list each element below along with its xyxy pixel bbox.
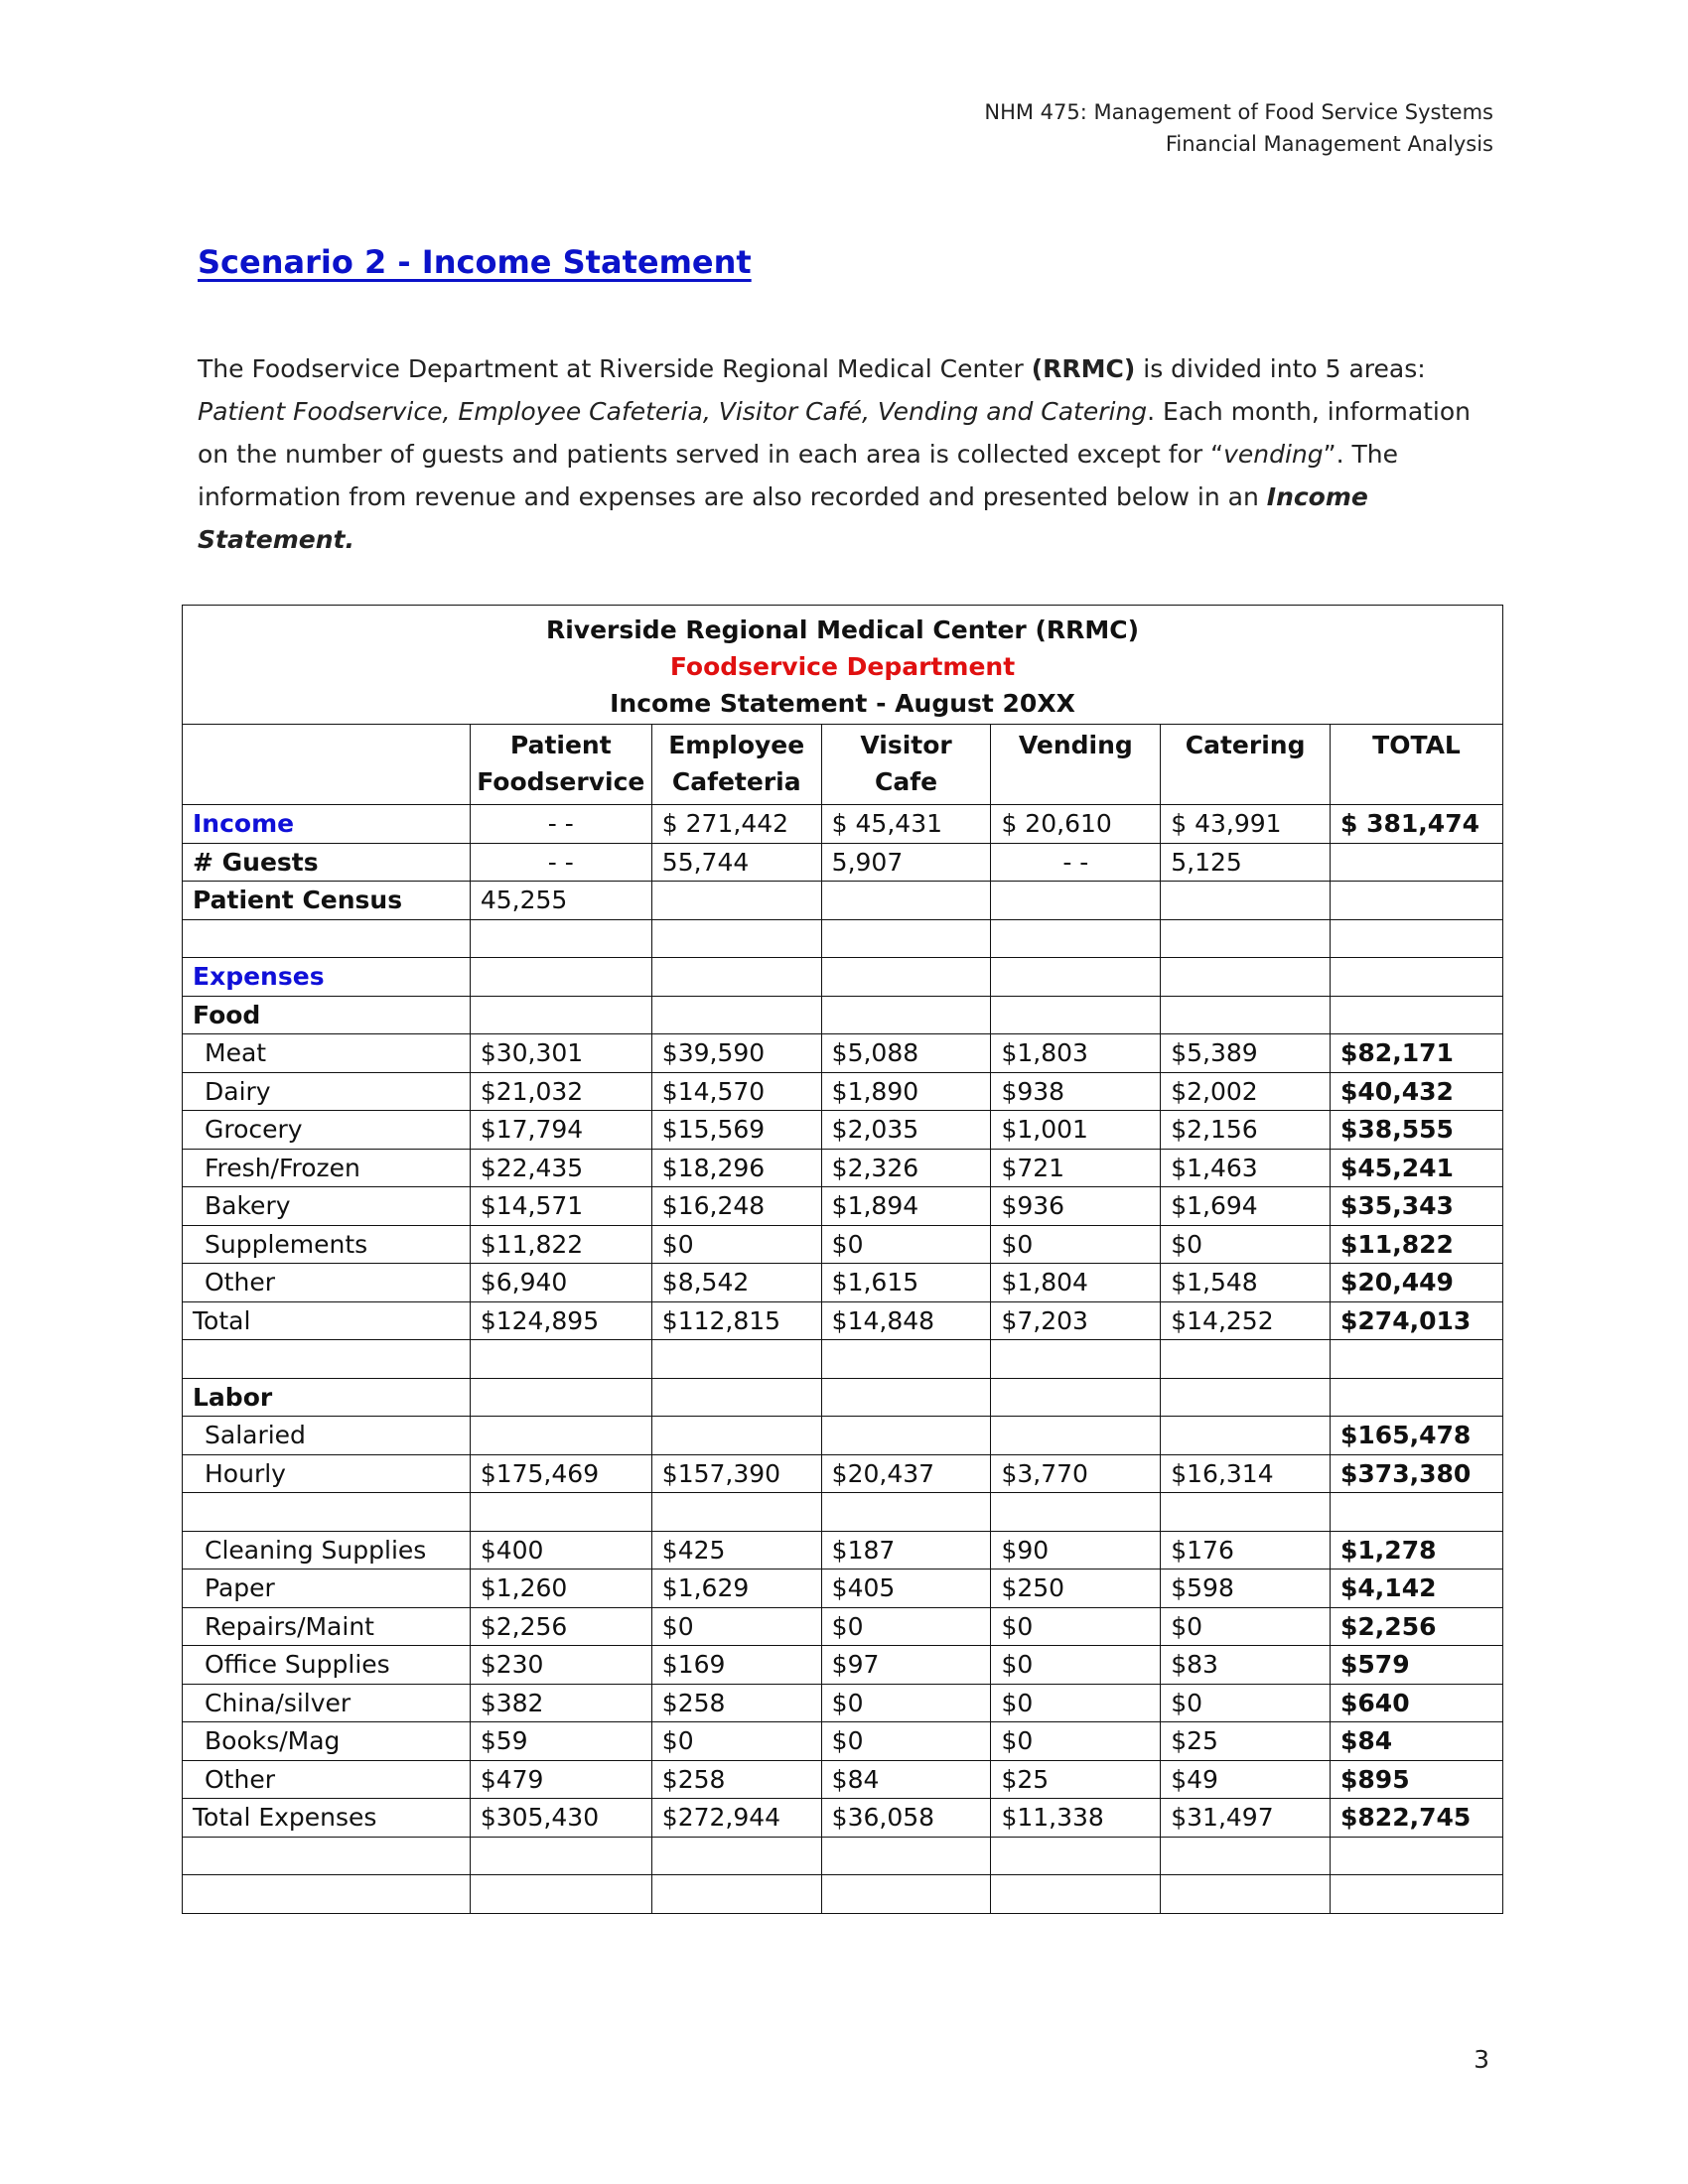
- column-header-row: [183, 725, 1503, 805]
- value-cell: $0: [821, 1225, 991, 1264]
- value-cell: [651, 958, 821, 997]
- column-header-line: Vending: [1018, 731, 1133, 759]
- value-cell: $20,437: [821, 1454, 991, 1493]
- caption-department: Foodservice Department: [669, 652, 1016, 681]
- value-cell: [821, 958, 991, 997]
- value-cell: $7,203: [991, 1301, 1161, 1340]
- row-label: Paper: [183, 1570, 471, 1608]
- value-cell: $97: [821, 1646, 991, 1685]
- food-row: [183, 1149, 1503, 1187]
- page-number: 3: [1474, 2045, 1489, 2074]
- intro-text: The Foodservice Department at Riverside Regional Medical Center: [198, 354, 1032, 383]
- expense-row: [183, 1607, 1503, 1646]
- column-header: [991, 725, 1161, 805]
- value-cell: $165,478: [1331, 1417, 1503, 1455]
- value-cell: $ 381,474: [1331, 805, 1503, 844]
- value-cell: [470, 1378, 651, 1417]
- value-cell: $17,794: [470, 1111, 651, 1150]
- value-cell: $2,002: [1161, 1072, 1331, 1111]
- value-cell: $479: [470, 1760, 651, 1799]
- column-header-line: Cafe: [875, 767, 938, 796]
- food-row: [183, 1072, 1503, 1111]
- value-cell: $1,260: [470, 1570, 651, 1608]
- value-cell: $82,171: [1331, 1034, 1503, 1073]
- value-cell: $11,822: [470, 1225, 651, 1264]
- value-cell: [1331, 996, 1503, 1034]
- value-cell: $ 20,610: [991, 805, 1161, 844]
- value-cell: $45,241: [1331, 1149, 1503, 1187]
- value-cell: $1,890: [821, 1072, 991, 1111]
- value-cell: $0: [821, 1607, 991, 1646]
- expense-row: [183, 1760, 1503, 1799]
- value-cell: $176: [1161, 1531, 1331, 1570]
- intro-areas: Patient Foodservice, Employee Cafeteria, Visitor Café, Vending and Catering: [198, 397, 1148, 426]
- value-cell: [1331, 843, 1503, 882]
- row-label: Total Expenses: [183, 1799, 471, 1838]
- blank-cell: [470, 1837, 651, 1875]
- caption-org: Riverside Regional Medical Center (RRMC): [545, 615, 1140, 644]
- food-row: [183, 1187, 1503, 1226]
- row-label: Hourly: [183, 1454, 471, 1493]
- header-blank-cell: [183, 725, 471, 805]
- blank-cell: [991, 1875, 1161, 1914]
- value-cell: $21,032: [470, 1072, 651, 1111]
- value-cell: $0: [1161, 1607, 1331, 1646]
- value-cell: $16,248: [651, 1187, 821, 1226]
- value-cell: $5,088: [821, 1034, 991, 1073]
- value-cell: $0: [1161, 1225, 1331, 1264]
- blank-cell: [821, 919, 991, 958]
- blank-row: [183, 1493, 1503, 1532]
- value-cell: $30,301: [470, 1034, 651, 1073]
- value-cell: $0: [991, 1722, 1161, 1761]
- value-cell: $822,745: [1331, 1799, 1503, 1838]
- row-label: # Guests: [183, 843, 471, 882]
- value-cell: $14,571: [470, 1187, 651, 1226]
- blank-cell: [1161, 919, 1331, 958]
- blank-cell: [821, 1340, 991, 1379]
- table-caption: [183, 606, 1503, 725]
- value-cell: $258: [651, 1760, 821, 1799]
- row-label: China/silver: [183, 1684, 471, 1722]
- blank-cell: [1161, 1340, 1331, 1379]
- value-cell: $187: [821, 1531, 991, 1570]
- column-header: [821, 725, 991, 805]
- blank-cell: [991, 919, 1161, 958]
- labor-row: [183, 1417, 1503, 1455]
- food-row: [183, 1264, 1503, 1302]
- value-cell: [821, 1417, 991, 1455]
- row-label: Cleaning Supplies: [183, 1531, 471, 1570]
- value-cell: - -: [470, 843, 651, 882]
- food-heading-row: [183, 996, 1503, 1034]
- value-cell: $1,001: [991, 1111, 1161, 1150]
- value-cell: $721: [991, 1149, 1161, 1187]
- value-cell: [821, 882, 991, 920]
- value-cell: $895: [1331, 1760, 1503, 1799]
- value-cell: [991, 1417, 1161, 1455]
- value-cell: $2,035: [821, 1111, 991, 1150]
- value-cell: [1161, 996, 1331, 1034]
- value-cell: [991, 958, 1161, 997]
- value-cell: $425: [651, 1531, 821, 1570]
- value-cell: $230: [470, 1646, 651, 1685]
- value-cell: $2,256: [1331, 1607, 1503, 1646]
- value-cell: [991, 996, 1161, 1034]
- column-header-line: TOTAL: [1372, 731, 1461, 759]
- value-cell: $1,804: [991, 1264, 1161, 1302]
- blank-cell: [991, 1493, 1161, 1532]
- value-cell: $14,570: [651, 1072, 821, 1111]
- value-cell: $ 43,991: [1161, 805, 1331, 844]
- value-cell: $382: [470, 1684, 651, 1722]
- blank-cell: [651, 1340, 821, 1379]
- value-cell: $36,058: [821, 1799, 991, 1838]
- expense-row: [183, 1570, 1503, 1608]
- row-label: Patient Census: [183, 882, 471, 920]
- value-cell: $1,463: [1161, 1149, 1331, 1187]
- value-cell: $5,389: [1161, 1034, 1331, 1073]
- row-label: Other: [183, 1760, 471, 1799]
- value-cell: $938: [991, 1072, 1161, 1111]
- expense-row: [183, 1646, 1503, 1685]
- value-cell: 5,125: [1161, 843, 1331, 882]
- header-subtitle: Financial Management Analysis: [1165, 132, 1493, 156]
- page-header: [984, 96, 1493, 160]
- caption-period: Income Statement - August 20XX: [610, 689, 1075, 718]
- value-cell: [1161, 958, 1331, 997]
- blank-cell: [1331, 919, 1503, 958]
- blank-cell: [1161, 1493, 1331, 1532]
- row-label: Supplements: [183, 1225, 471, 1264]
- total-expenses-row: [183, 1799, 1503, 1838]
- value-cell: $16,314: [1161, 1454, 1331, 1493]
- value-cell: $0: [991, 1225, 1161, 1264]
- blank-cell: [821, 1837, 991, 1875]
- value-cell: [821, 996, 991, 1034]
- value-cell: $0: [821, 1722, 991, 1761]
- census-row: [183, 882, 1503, 920]
- blank-cell: [183, 1493, 471, 1532]
- value-cell: $25: [1161, 1722, 1331, 1761]
- value-cell: $22,435: [470, 1149, 651, 1187]
- value-cell: $1,894: [821, 1187, 991, 1226]
- value-cell: $272,944: [651, 1799, 821, 1838]
- value-cell: $2,256: [470, 1607, 651, 1646]
- value-cell: $83: [1161, 1646, 1331, 1685]
- value-cell: $49: [1161, 1760, 1331, 1799]
- column-header: [651, 725, 821, 805]
- labor-heading-row: [183, 1378, 1503, 1417]
- blank-cell: [991, 1837, 1161, 1875]
- row-label: Salaried: [183, 1417, 471, 1455]
- food-row: [183, 1111, 1503, 1150]
- value-cell: $14,848: [821, 1301, 991, 1340]
- value-cell: $112,815: [651, 1301, 821, 1340]
- value-cell: $39,590: [651, 1034, 821, 1073]
- value-cell: 55,744: [651, 843, 821, 882]
- value-cell: $0: [651, 1607, 821, 1646]
- column-header: [1331, 725, 1503, 805]
- blank-cell: [651, 919, 821, 958]
- row-label: Repairs/Maint: [183, 1607, 471, 1646]
- value-cell: $0: [991, 1684, 1161, 1722]
- blank-cell: [1331, 1875, 1503, 1914]
- column-header-line: Employee: [668, 731, 805, 759]
- value-cell: $11,822: [1331, 1225, 1503, 1264]
- value-cell: $1,629: [651, 1570, 821, 1608]
- value-cell: $1,548: [1161, 1264, 1331, 1302]
- value-cell: $35,343: [1331, 1187, 1503, 1226]
- value-cell: $90: [991, 1531, 1161, 1570]
- expense-row: [183, 1531, 1503, 1570]
- value-cell: [991, 882, 1161, 920]
- column-header-line: Foodservice: [477, 767, 645, 796]
- value-cell: $18,296: [651, 1149, 821, 1187]
- value-cell: $936: [991, 1187, 1161, 1226]
- row-label: Grocery: [183, 1111, 471, 1150]
- blank-cell: [1331, 1837, 1503, 1875]
- labor-row: [183, 1454, 1503, 1493]
- value-cell: $1,803: [991, 1034, 1161, 1073]
- blank-cell: [651, 1875, 821, 1914]
- value-cell: $169: [651, 1646, 821, 1685]
- value-cell: [470, 996, 651, 1034]
- food-row: [183, 1034, 1503, 1073]
- intro-vending: vending: [1223, 440, 1324, 469]
- blank-cell: [1161, 1837, 1331, 1875]
- value-cell: 45,255: [470, 882, 651, 920]
- value-cell: [651, 1378, 821, 1417]
- value-cell: $ 271,442: [651, 805, 821, 844]
- intro-text: ”. The information from revenue and expenses are also recorded and presented below in an: [198, 440, 1398, 511]
- blank-cell: [183, 1340, 471, 1379]
- guests-row: [183, 843, 1503, 882]
- value-cell: [470, 958, 651, 997]
- row-label: Income: [183, 805, 471, 844]
- value-cell: $84: [1331, 1722, 1503, 1761]
- value-cell: $59: [470, 1722, 651, 1761]
- expense-row: [183, 1684, 1503, 1722]
- intro-text: is divided into 5 areas:: [1135, 354, 1426, 383]
- blank-cell: [821, 1493, 991, 1532]
- value-cell: $157,390: [651, 1454, 821, 1493]
- value-cell: [1161, 882, 1331, 920]
- value-cell: $14,252: [1161, 1301, 1331, 1340]
- column-header: [470, 725, 651, 805]
- row-label: Dairy: [183, 1072, 471, 1111]
- value-cell: $0: [651, 1722, 821, 1761]
- row-label: Meat: [183, 1034, 471, 1073]
- value-cell: $31,497: [1161, 1799, 1331, 1838]
- header-course: NHM 475: Management of Food Service Systems: [984, 100, 1493, 124]
- value-cell: 5,907: [821, 843, 991, 882]
- value-cell: $25: [991, 1760, 1161, 1799]
- column-header-line: Catering: [1185, 731, 1306, 759]
- value-cell: - -: [470, 805, 651, 844]
- value-cell: $0: [821, 1684, 991, 1722]
- value-cell: $40,432: [1331, 1072, 1503, 1111]
- value-cell: $0: [991, 1646, 1161, 1685]
- value-cell: [1331, 882, 1503, 920]
- value-cell: $2,326: [821, 1149, 991, 1187]
- value-cell: $0: [651, 1225, 821, 1264]
- intro-income-statement: Income Statement.: [198, 482, 1368, 554]
- value-cell: $175,469: [470, 1454, 651, 1493]
- column-header-line: Cafeteria: [671, 767, 801, 796]
- income-row: [183, 805, 1503, 844]
- value-cell: $ 45,431: [821, 805, 991, 844]
- value-cell: $305,430: [470, 1799, 651, 1838]
- value-cell: [651, 996, 821, 1034]
- value-cell: $1,615: [821, 1264, 991, 1302]
- column-header: [1161, 725, 1331, 805]
- value-cell: $3,770: [991, 1454, 1161, 1493]
- value-cell: $405: [821, 1570, 991, 1608]
- value-cell: $640: [1331, 1684, 1503, 1722]
- blank-row: [183, 1340, 1503, 1379]
- blank-cell: [183, 1837, 471, 1875]
- value-cell: $0: [991, 1607, 1161, 1646]
- value-cell: [821, 1378, 991, 1417]
- blank-cell: [183, 1875, 471, 1914]
- row-label: Office Supplies: [183, 1646, 471, 1685]
- value-cell: [1161, 1378, 1331, 1417]
- blank-cell: [470, 919, 651, 958]
- table-body: [183, 725, 1503, 1914]
- blank-cell: [183, 919, 471, 958]
- page-title: Scenario 2 - Income Statement: [198, 243, 752, 281]
- blank-cell: [991, 1340, 1161, 1379]
- blank-cell: [651, 1493, 821, 1532]
- column-header-line: Patient: [509, 731, 612, 759]
- value-cell: $11,338: [991, 1799, 1161, 1838]
- blank-row: [183, 1875, 1503, 1914]
- food-row: [183, 1225, 1503, 1264]
- blank-cell: [1331, 1493, 1503, 1532]
- row-label: Labor: [183, 1378, 471, 1417]
- value-cell: [651, 1417, 821, 1455]
- value-cell: [1161, 1417, 1331, 1455]
- value-cell: [1331, 1378, 1503, 1417]
- value-cell: $15,569: [651, 1111, 821, 1150]
- blank-cell: [470, 1493, 651, 1532]
- row-label: Books/Mag: [183, 1722, 471, 1761]
- row-label: Fresh/Frozen: [183, 1149, 471, 1187]
- value-cell: [1331, 958, 1503, 997]
- value-cell: $4,142: [1331, 1570, 1503, 1608]
- blank-cell: [1331, 1340, 1503, 1379]
- row-label: Total: [183, 1301, 471, 1340]
- value-cell: $8,542: [651, 1264, 821, 1302]
- value-cell: $38,555: [1331, 1111, 1503, 1150]
- row-label: Bakery: [183, 1187, 471, 1226]
- value-cell: $250: [991, 1570, 1161, 1608]
- row-label: Food: [183, 996, 471, 1034]
- value-cell: $20,449: [1331, 1264, 1503, 1302]
- row-label: Other: [183, 1264, 471, 1302]
- value-cell: $400: [470, 1531, 651, 1570]
- food-total-row: [183, 1301, 1503, 1340]
- value-cell: $258: [651, 1684, 821, 1722]
- value-cell: $84: [821, 1760, 991, 1799]
- blank-cell: [821, 1875, 991, 1914]
- value-cell: $124,895: [470, 1301, 651, 1340]
- value-cell: $2,156: [1161, 1111, 1331, 1150]
- blank-cell: [470, 1340, 651, 1379]
- value-cell: $1,278: [1331, 1531, 1503, 1570]
- value-cell: $274,013: [1331, 1301, 1503, 1340]
- row-label: Expenses: [183, 958, 471, 997]
- value-cell: $6,940: [470, 1264, 651, 1302]
- income-statement-table: [182, 605, 1503, 1914]
- intro-rrmc: (RRMC): [1031, 354, 1136, 383]
- blank-row: [183, 919, 1503, 958]
- blank-cell: [470, 1875, 651, 1914]
- value-cell: [470, 1417, 651, 1455]
- value-cell: [651, 882, 821, 920]
- value-cell: $0: [1161, 1684, 1331, 1722]
- expense-row: [183, 1722, 1503, 1761]
- value-cell: - -: [991, 843, 1161, 882]
- blank-cell: [1161, 1875, 1331, 1914]
- value-cell: $579: [1331, 1646, 1503, 1685]
- intro-paragraph: [198, 347, 1488, 561]
- value-cell: $373,380: [1331, 1454, 1503, 1493]
- expenses-heading-row: [183, 958, 1503, 997]
- blank-row: [183, 1837, 1503, 1875]
- intro-text: . Each month, information on the number of guests and patients served in each area is collected except for “: [198, 397, 1472, 469]
- value-cell: $1,694: [1161, 1187, 1331, 1226]
- value-cell: [991, 1378, 1161, 1417]
- column-header-line: Visitor: [860, 731, 952, 759]
- blank-cell: [651, 1837, 821, 1875]
- value-cell: $598: [1161, 1570, 1331, 1608]
